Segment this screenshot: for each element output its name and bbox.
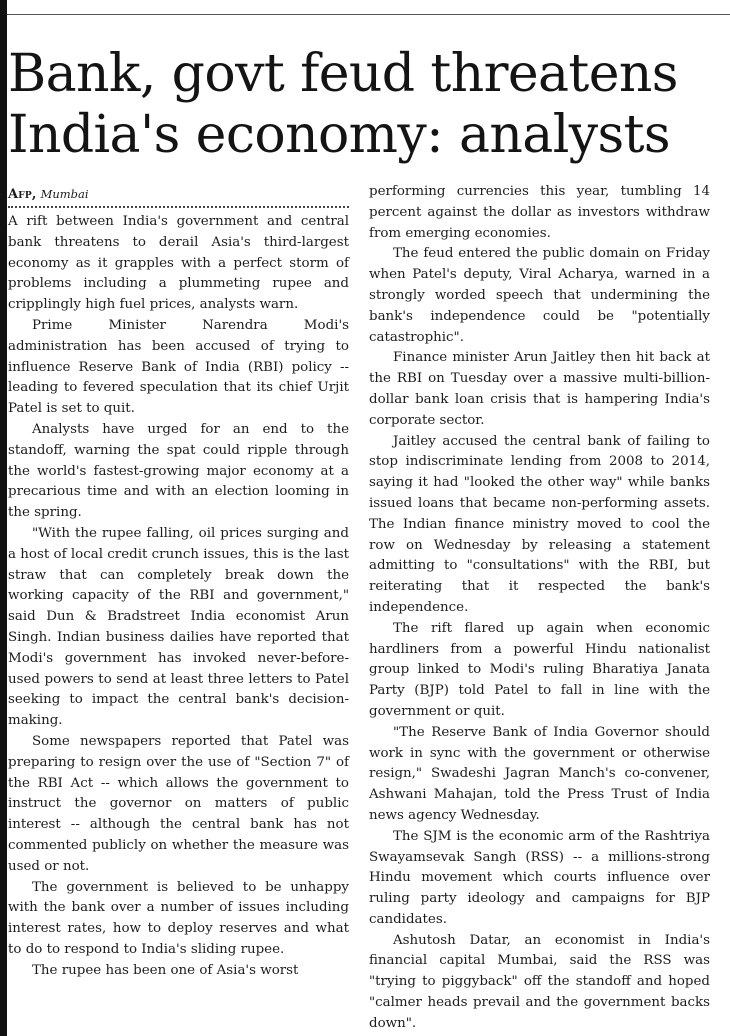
right-paragraph: The SJM is the economic arm of the Rashtriya Swayamsevak Sangh (RSS) -- a millions-strong Hindu movement which courts influence over ruling party ideology and campaigns for BJP candidates. <box>369 828 710 927</box>
left-column <box>8 184 349 981</box>
left-paragraph: "With the rupee falling, oil prices surging and a host of local credit crunch issues, this is the last straw that can completely break down the working capacity of the RBI and government," said Dun & Bradstreet India economist Arun Singh. Indian business dailies have reported that Modi's government has invoked never-before-used powers to send at least three letters to Patel seeking to impact the central bank's decision-making. <box>8 525 349 729</box>
right-paragraph: The rift flared up again when economic hardliners from a powerful Hindu nationalist group linked to Modi's ruling Bharatiya Janata Party (BJP) told Patel to fall in line with the government or quit. <box>369 620 710 719</box>
left-paragraph: Some newspapers reported that Patel was preparing to resign over the use of "Section 7" of the RBI Act -- which allows the government to instruct the governor on matters of public interest -- although the central bank has not commented publicly on whether the measure was used or not. <box>8 733 349 874</box>
right-paragraph: Jaitley accused the central bank of failing to stop indiscriminate lending from 2008 to 2014, saying it had "looked the other way" while banks issued loans that became non-performing assets. The Indian finance ministry moved to cool the row on Wednesday by releasing a statement admitting to "consultations" with the RBI, but reiterating that it respected the bank's independence. <box>369 433 710 615</box>
top-rule <box>7 14 730 15</box>
left-paragraph: A rift between India's government and central bank threatens to derail Asia's third-largest economy as it grapples with a perfect storm of problems including a plummeting rupee and cripplingly high fuel prices, analysts warn. <box>8 214 349 313</box>
byline-agency: Afp, <box>8 187 37 202</box>
left-paragraph: The rupee has been one of Asia's worst <box>32 962 299 978</box>
right-paragraph: "The Reserve Bank of India Governor should work in sync with the government or otherwise resign," Swadeshi Jagran Manch's co-convener, Ashwani Mahajan, told the Press Trust of India news agency Wednesday. <box>369 724 710 823</box>
byline <box>8 184 349 206</box>
left-paragraph: The government is believed to be unhappy with the bank over a number of issues including interest rates, how to deploy reserves and what to do to respond to India's sliding rupee. <box>8 879 349 957</box>
byline-divider <box>8 206 349 208</box>
right-column <box>369 182 710 1035</box>
right-paragraph: The feud entered the public domain on Friday when Patel's deputy, Viral Acharya, warned in a strongly worded speech that undermining the bank's independence could be "potentially catastrophic". <box>369 246 710 345</box>
right-paragraph: Ashutosh Datar, an economist in India's financial capital Mumbai, said the RSS was "trying to piggyback" off the standoff and hoped "calmer heads prevail and the government backs down". <box>369 932 710 1031</box>
right-paragraph: performing currencies this year, tumbling 14 percent against the dollar as investors withdraw from emerging economies. <box>369 184 710 241</box>
right-paragraph: Finance minister Arun Jaitley then hit back at the RBI on Tuesday over a massive multi-billion-dollar bank loan crisis that is hampering India's corporate sector. <box>369 350 710 428</box>
left-paragraph: Analysts have urged for an end to the standoff, warning the spat could ripple through the world's fastest-growing major economy at a precarious time and with an election looming in the spring. <box>8 421 349 521</box>
byline-city: Mumbai <box>40 187 89 201</box>
page-edge-bar <box>0 0 7 1036</box>
left-paragraph: Prime Minister Narendra Modi's administration has been accused of trying to influence Reserve Bank of India (RBI) policy -- leading to fevered speculation that its chief Urjit Patel is set to quit. <box>8 317 349 417</box>
headline: Bank, govt feud threatens India's economy: analysts <box>8 44 678 165</box>
